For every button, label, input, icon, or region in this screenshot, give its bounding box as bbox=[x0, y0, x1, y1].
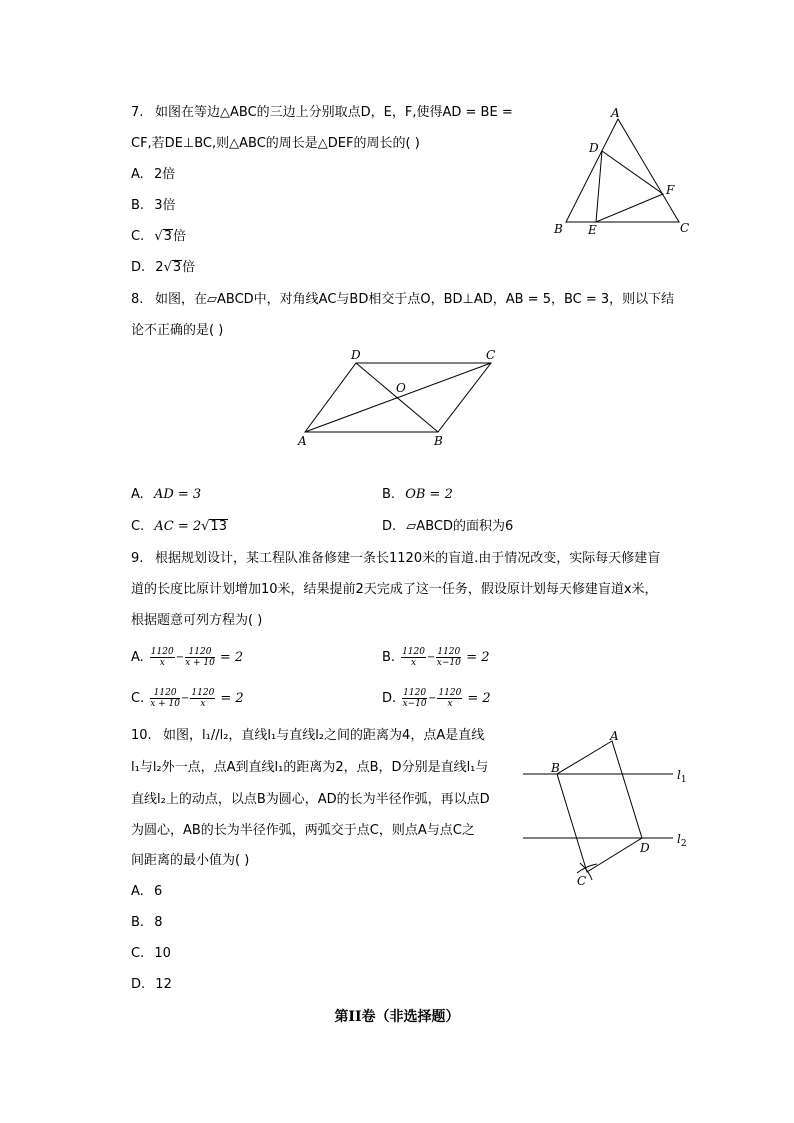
fraction: $\frac{1120}{x}$ bbox=[150, 646, 174, 668]
label-a: A bbox=[611, 106, 620, 120]
fraction: $\frac{1120}{x}$ bbox=[191, 687, 215, 709]
q7-stem-line2: CF,若DE⊥BC,则△ABC的周长是△DEF的周长的( ) bbox=[131, 136, 420, 151]
q10-figure bbox=[518, 728, 698, 890]
fraction: $\frac{1120}{x-10}$ bbox=[402, 687, 427, 709]
option-text: AC = 2 bbox=[154, 519, 202, 534]
fraction: $\frac{1120}{x-10}$ bbox=[436, 646, 461, 668]
label-b: B bbox=[551, 761, 560, 775]
option-letter: B. bbox=[382, 487, 396, 502]
label-a: A bbox=[298, 434, 307, 448]
option-letter: C. bbox=[131, 519, 145, 534]
fraction: $\frac{1120}{x + 10}$ bbox=[185, 646, 215, 668]
q10-stem-line1: 如图，l₁//l₂，直线l₁与直线l₂之间的距离为4，点A是直线 bbox=[163, 728, 485, 743]
option-text: 3倍 bbox=[154, 198, 176, 213]
option-text: 倍 bbox=[182, 260, 196, 275]
option-text: 2倍 bbox=[153, 167, 176, 182]
fraction: $\frac{1120}{x + 10}$ bbox=[150, 687, 181, 709]
q8-option-b bbox=[382, 487, 453, 503]
q7-stem-line1: 如图在等边△ABC的三边上分别取点D，E，F,使得AD = BE = bbox=[155, 105, 513, 120]
q9-number: 9. bbox=[131, 551, 144, 566]
label-d: D bbox=[589, 141, 599, 155]
option-text: ▱ABCD的面积为6 bbox=[406, 519, 514, 534]
coefficient: 2 bbox=[155, 260, 164, 275]
equation-rhs: = 2 bbox=[466, 649, 490, 665]
radicand: 3 bbox=[163, 229, 172, 244]
q9-option-d bbox=[382, 685, 491, 711]
triangle-abc bbox=[566, 119, 679, 222]
q8-stem-line2: 论不正确的是( ) bbox=[131, 323, 224, 338]
fraction: $\frac{1120}{x}$ bbox=[402, 646, 425, 668]
q7-number: 7. bbox=[131, 105, 144, 120]
q10-stem-line4: 为圆心，AB的长为半径作弧，两弧交于点C，则点A与点C之 bbox=[131, 823, 475, 838]
q7-option-a bbox=[131, 167, 175, 183]
option-letter: C. bbox=[131, 690, 145, 706]
option-text: 倍 bbox=[172, 229, 186, 244]
label-d: D bbox=[351, 348, 361, 362]
option-letter: B. bbox=[131, 198, 145, 213]
option-text: 10 bbox=[154, 946, 171, 961]
option-text: OB = 2 bbox=[405, 487, 453, 502]
diagonal-bd bbox=[356, 363, 438, 432]
q7-option-c bbox=[131, 229, 186, 245]
section-title: 第II卷（非选择题） bbox=[334, 1009, 460, 1025]
q9-option-a bbox=[131, 644, 243, 670]
label-b: B bbox=[434, 434, 443, 448]
label-o: O bbox=[396, 381, 406, 395]
option-text: 12 bbox=[155, 977, 172, 992]
q8-option-c bbox=[131, 519, 228, 535]
q8-option-d bbox=[382, 519, 513, 535]
equation-rhs: = 2 bbox=[467, 690, 491, 706]
minus-icon: − bbox=[426, 651, 436, 663]
q7-option-b bbox=[131, 198, 175, 214]
diagonal-ac bbox=[305, 363, 491, 432]
equation-rhs: = 2 bbox=[220, 690, 244, 706]
option-letter: C. bbox=[131, 946, 145, 961]
q8-stem-line1: 如图，在▱ABCD中，对角线AC与BD相交于点O，BD⊥AD，AB = 5，BC = 3，则以下结 bbox=[155, 292, 675, 307]
label-e: E bbox=[588, 223, 597, 237]
q10-stem-line3: 直线l₂上的动点，以点B为圆心，AD的长为半径作弧，再以点D bbox=[131, 792, 490, 807]
q10-number: 10. bbox=[131, 728, 152, 743]
option-letter: A. bbox=[131, 487, 144, 502]
label-l2: $l_2$ bbox=[677, 832, 687, 849]
q10-option-a bbox=[131, 884, 162, 900]
q10-option-c bbox=[131, 946, 171, 962]
label-d: D bbox=[640, 841, 650, 855]
q9-option-c bbox=[131, 685, 244, 711]
q10-stem-line2: l₁与l₂外一点，点A到直线l₁的距离为2，点B，D分别是直线l₁与 bbox=[131, 760, 489, 775]
q9-stem-line1: 根据规划设计，某工程队准备修建一条长1120米的盲道.由于情况改变，实际每天修建盲 bbox=[155, 551, 661, 566]
q9-option-b bbox=[382, 644, 490, 670]
option-letter: D. bbox=[382, 519, 397, 534]
option-letter: D. bbox=[382, 690, 397, 706]
radicand: 3 bbox=[172, 260, 182, 275]
sqrt-icon: √ bbox=[163, 260, 172, 275]
option-letter: A. bbox=[131, 167, 144, 182]
fraction: $\frac{1120}{x}$ bbox=[438, 687, 462, 709]
q8-parallelogram-figure bbox=[295, 345, 505, 450]
option-text: 8 bbox=[154, 915, 163, 930]
option-letter: A. bbox=[131, 884, 144, 899]
option-letter: C. bbox=[131, 229, 145, 244]
sqrt-icon: √ bbox=[201, 519, 210, 534]
minus-icon: − bbox=[181, 692, 190, 704]
q7-triangle-figure bbox=[550, 104, 700, 239]
label-b: B bbox=[554, 222, 563, 236]
q10-stem-line5: 间距离的最小值为( ) bbox=[131, 853, 250, 868]
q9-stem-line3: 根据题意可列方程为( ) bbox=[131, 613, 263, 628]
option-letter: B. bbox=[382, 649, 396, 665]
label-a: A bbox=[610, 729, 619, 743]
q8-number: 8. bbox=[131, 292, 144, 307]
label-c: C bbox=[680, 221, 690, 235]
minus-icon: − bbox=[428, 692, 437, 704]
option-text: AD = 3 bbox=[153, 487, 202, 502]
q10-option-b bbox=[131, 915, 162, 931]
label-c: C bbox=[577, 874, 587, 888]
label-c: C bbox=[486, 348, 496, 362]
option-letter: A. bbox=[131, 649, 144, 665]
option-letter: B. bbox=[131, 915, 145, 930]
minus-icon: − bbox=[175, 651, 185, 663]
q9-stem-line2: 道的长度比原计划增加10米，结果提前2天完成了这一任务，假设原计划每天修建盲道x米， bbox=[131, 582, 658, 597]
sqrt-icon: √ bbox=[154, 229, 163, 244]
label-f: F bbox=[666, 183, 675, 197]
label-l1: $l_1$ bbox=[677, 768, 687, 785]
q7-option-d bbox=[131, 260, 195, 276]
q8-option-a bbox=[131, 487, 201, 503]
quadrilateral-abcd bbox=[557, 741, 642, 872]
q10-option-d bbox=[131, 977, 172, 993]
equation-rhs: = 2 bbox=[219, 649, 244, 665]
option-letter: D. bbox=[131, 977, 146, 992]
radicand: 13 bbox=[210, 519, 227, 534]
triangle-def bbox=[596, 151, 663, 222]
option-text: 6 bbox=[153, 884, 163, 899]
option-letter: D. bbox=[131, 260, 146, 275]
